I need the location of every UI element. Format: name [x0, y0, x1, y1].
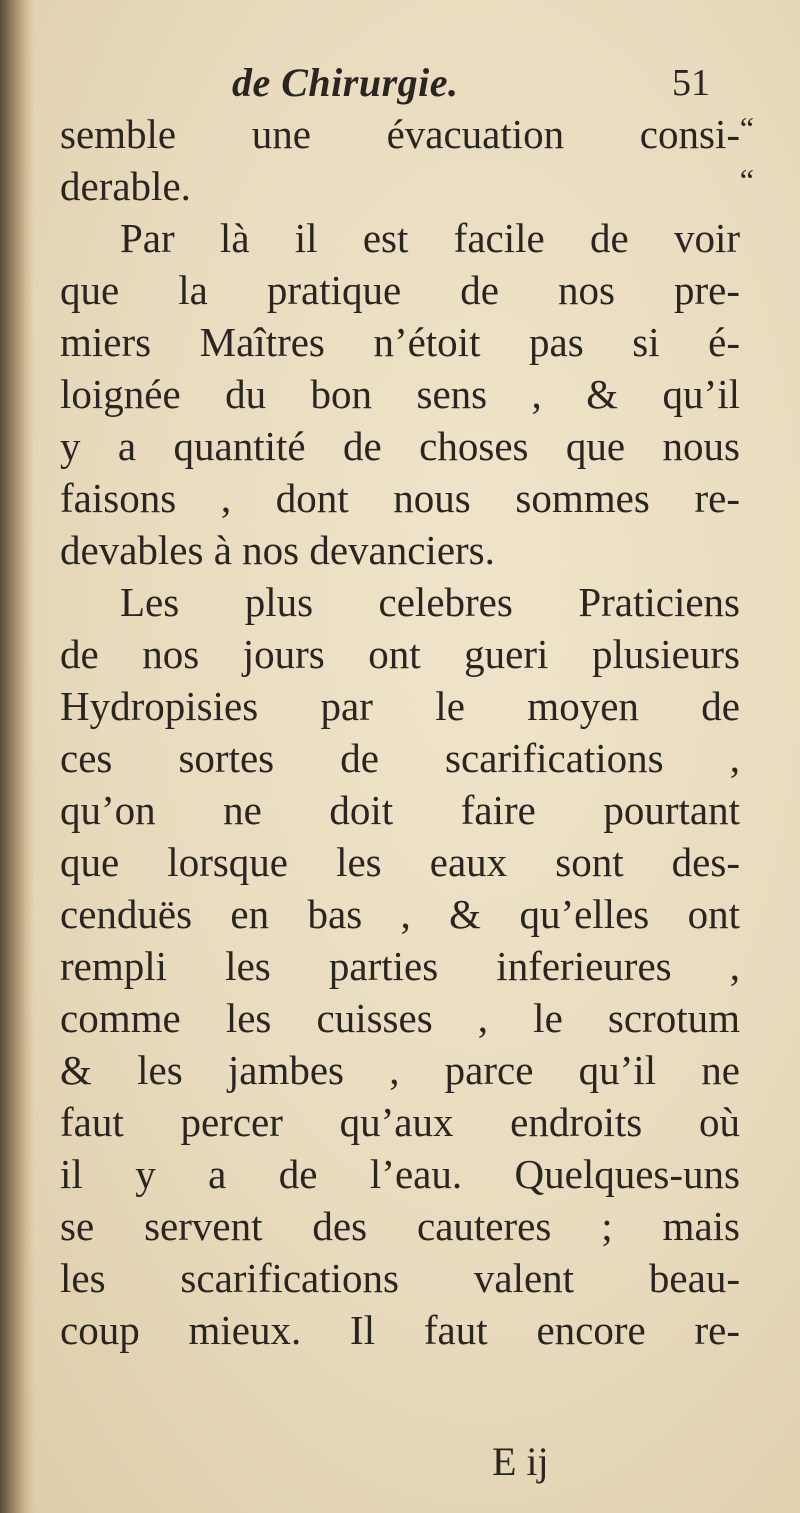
text-line: se servent des cauteres ; mais — [60, 1203, 740, 1249]
text-line: Par là il est facile de voir — [120, 215, 740, 261]
text-line: les scarifications valent beau- — [60, 1255, 740, 1301]
text-line: coup mieux. Il faut encore re- — [60, 1307, 740, 1353]
text-line: derable. “ — [60, 162, 754, 209]
page-number: 51 — [672, 62, 710, 104]
margin-quote-mark: “ — [739, 110, 754, 146]
body-text — [60, 108, 754, 1356]
text-line: qu’on ne doit faire pourtant — [60, 787, 740, 833]
text-line: comme les cuisses , le scrotum — [60, 995, 740, 1041]
text-line: miers Maîtres n’étoit pas si é- — [60, 319, 740, 365]
text-line: Hydropisies par le moyen de — [60, 683, 740, 729]
text-line: semble une évacuation consi- “ — [60, 110, 754, 157]
text-line: Les plus celebres Praticiens — [120, 579, 740, 625]
text-line: que lorsque les eaux sont des- — [60, 839, 740, 885]
text-line: faut percer qu’aux endroits où — [60, 1099, 740, 1145]
text-line: il y a de l’eau. Quelques-uns — [60, 1151, 740, 1197]
text-line: devables à nos devanciers. — [60, 527, 495, 573]
text-line: cenduës en bas , & qu’elles ont — [60, 891, 740, 937]
running-head-title: de Chirurgie. — [232, 60, 459, 105]
text-line: que la pratique de nos pre- — [60, 267, 740, 313]
running-head — [0, 58, 800, 108]
text-line: loignée du bon sens , & qu’il — [60, 371, 740, 417]
text-line: rempli les parties inferieures , — [60, 943, 740, 989]
text-line: y a quantité de choses que nous — [60, 423, 740, 469]
text-line: de nos jours ont gueri plusieurs — [60, 631, 740, 677]
page-gutter — [0, 0, 34, 1513]
text-line: & les jambes , parce qu’il ne — [60, 1047, 740, 1093]
text-line: faisons , dont nous sommes re- — [60, 475, 740, 521]
text-line: ces sortes de scarifications , — [60, 735, 740, 781]
signature-mark: E ij — [492, 1439, 549, 1484]
margin-quote-mark: “ — [739, 162, 754, 198]
